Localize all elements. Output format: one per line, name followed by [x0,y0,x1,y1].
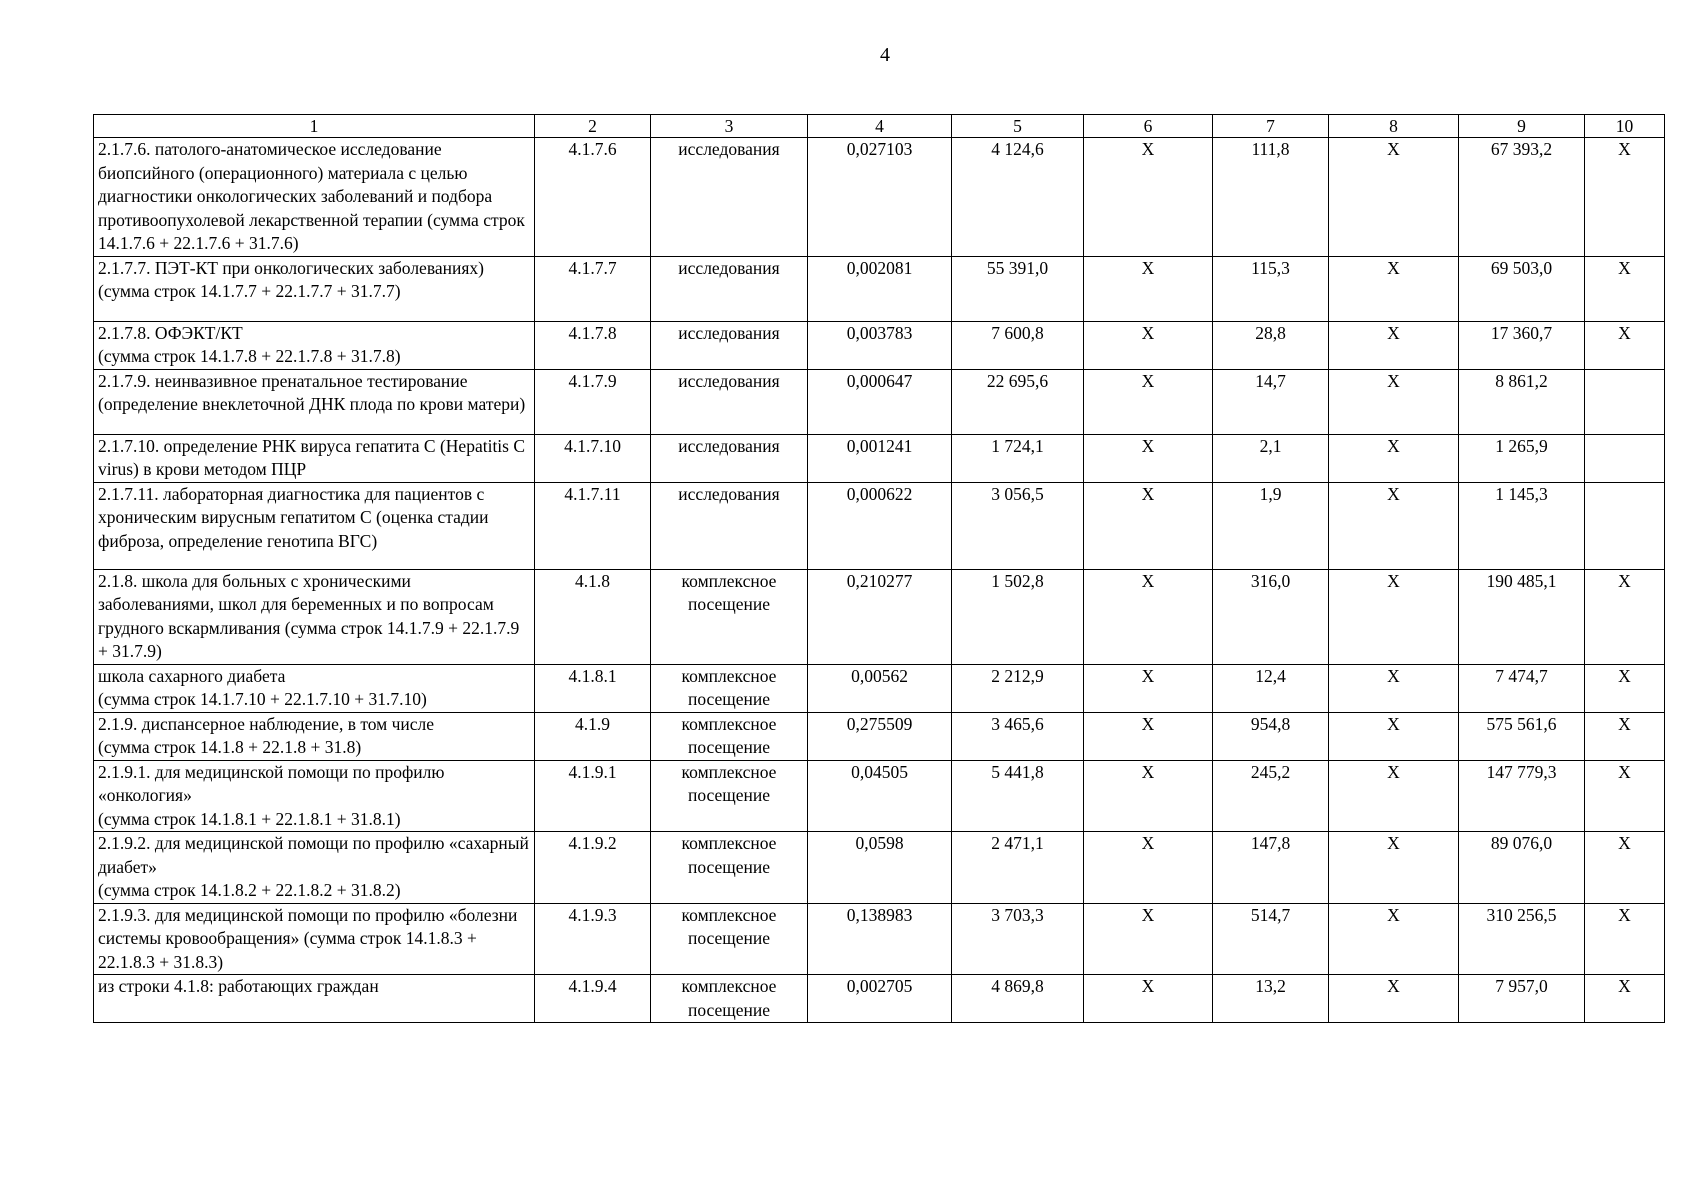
header-row [94,115,1665,138]
table-row [94,434,1665,482]
table-row [94,256,1665,321]
row-unit: исследования [651,482,808,569]
row-col7: 28,8 [1213,321,1329,369]
row-unit: комплексное посещение [651,832,808,904]
data-table [93,114,1665,1023]
row-col9: 147 779,3 [1459,760,1585,832]
row-col6: X [1084,903,1213,975]
table-row [94,482,1665,569]
table-body [94,138,1665,1023]
row-col8: X [1329,321,1459,369]
row-col4: 0,002081 [808,256,952,321]
row-col4: 0,000647 [808,369,952,434]
row-col8: X [1329,138,1459,257]
row-code: 4.1.7.7 [535,256,651,321]
row-name: 2.1.9.3. для медицинской помощи по профилю «болезни системы кровообращения» (сумма строк 14.1.8.3 + 22.1.8.3 + 31.8.3) [94,903,535,975]
row-unit: исследования [651,321,808,369]
row-col9: 67 393,2 [1459,138,1585,257]
row-col9: 1 145,3 [1459,482,1585,569]
row-unit: комплексное посещение [651,712,808,760]
row-col6: X [1084,256,1213,321]
row-col5: 22 695,6 [952,369,1084,434]
row-unit: исследования [651,434,808,482]
row-name: 2.1.7.11. лабораторная диагностика для пациентов с хроническим вирусным гепатитом С (оценка стадии фиброза, определение генотипа ВГС) [94,482,535,569]
row-col10 [1585,482,1665,569]
table-row [94,832,1665,904]
row-code: 4.1.8 [535,569,651,664]
row-code: 4.1.8.1 [535,664,651,712]
row-unit: комплексное посещение [651,975,808,1023]
row-col7: 147,8 [1213,832,1329,904]
table-row [94,903,1665,975]
row-col5: 55 391,0 [952,256,1084,321]
row-name: 2.1.7.8. ОФЭКТ/КТ (сумма строк 14.1.7.8 + 22.1.7.8 + 31.7.8) [94,321,535,369]
row-col10: X [1585,975,1665,1023]
table-header [94,115,1665,138]
row-code: 4.1.9.3 [535,903,651,975]
row-col10: X [1585,760,1665,832]
row-col5: 3 056,5 [952,482,1084,569]
table-row [94,712,1665,760]
row-code: 4.1.7.9 [535,369,651,434]
row-code: 4.1.7.8 [535,321,651,369]
row-name: 2.1.7.7. ПЭТ-КТ при онкологических заболеваниях) (сумма строк 14.1.7.7 + 22.1.7.7 + 31.7.7) [94,256,535,321]
row-col10: X [1585,256,1665,321]
column-header-9: 9 [1459,115,1585,138]
row-name: 2.1.7.6. патолого-анатомическое исследование биопсийного (операционного) материала с целью диагностики онкологических заболеваний и подбора противоопухолевой лекарственной терапии (сумма строк 14.1.7.6 + 22.1.7.6 + 31.7.6) [94,138,535,257]
row-col9: 89 076,0 [1459,832,1585,904]
row-col8: X [1329,256,1459,321]
row-col6: X [1084,760,1213,832]
row-col8: X [1329,482,1459,569]
row-name: 2.1.8. школа для больных с хроническими заболеваниями, школ для беременных и по вопросам грудного вскармливания (сумма строк 14.1.7.9 + 22.1.7.9 + 31.7.9) [94,569,535,664]
column-header-8: 8 [1329,115,1459,138]
row-unit: исследования [651,138,808,257]
row-col4: 0,001241 [808,434,952,482]
row-col5: 2 471,1 [952,832,1084,904]
row-col6: X [1084,369,1213,434]
row-col8: X [1329,975,1459,1023]
row-col7: 954,8 [1213,712,1329,760]
row-code: 4.1.7.11 [535,482,651,569]
row-col5: 4 124,6 [952,138,1084,257]
row-col9: 7 474,7 [1459,664,1585,712]
row-col9: 8 861,2 [1459,369,1585,434]
row-col5: 5 441,8 [952,760,1084,832]
column-header-5: 5 [952,115,1084,138]
row-name: 2.1.9.2. для медицинской помощи по профилю «сахарный диабет» (сумма строк 14.1.8.2 + 22.1.8.2 + 31.8.2) [94,832,535,904]
table-row [94,975,1665,1023]
row-col6: X [1084,975,1213,1023]
column-header-10: 10 [1585,115,1665,138]
row-col10: X [1585,569,1665,664]
row-col4: 0,027103 [808,138,952,257]
row-col6: X [1084,832,1213,904]
table-row [94,569,1665,664]
row-col9: 190 485,1 [1459,569,1585,664]
row-col4: 0,0598 [808,832,952,904]
row-name: из строки 4.1.8: работающих граждан [94,975,535,1023]
row-name: 2.1.9.1. для медицинской помощи по профилю «онкология» (сумма строк 14.1.8.1 + 22.1.8.1 + 31.8.1) [94,760,535,832]
row-col5: 4 869,8 [952,975,1084,1023]
row-col10: X [1585,832,1665,904]
page-number: 4 [880,44,890,66]
row-col10: X [1585,903,1665,975]
table-row [94,664,1665,712]
row-col7: 245,2 [1213,760,1329,832]
row-unit: комплексное посещение [651,903,808,975]
column-header-6: 6 [1084,115,1213,138]
row-col7: 514,7 [1213,903,1329,975]
table-row [94,321,1665,369]
row-col7: 115,3 [1213,256,1329,321]
row-code: 4.1.7.6 [535,138,651,257]
column-header-3: 3 [651,115,808,138]
row-col4: 0,000622 [808,482,952,569]
row-col4: 0,138983 [808,903,952,975]
row-col5: 3 465,6 [952,712,1084,760]
row-col8: X [1329,664,1459,712]
row-col8: X [1329,369,1459,434]
row-col4: 0,210277 [808,569,952,664]
column-header-4: 4 [808,115,952,138]
row-col9: 17 360,7 [1459,321,1585,369]
row-code: 4.1.9 [535,712,651,760]
row-unit: исследования [651,369,808,434]
row-unit: исследования [651,256,808,321]
row-col6: X [1084,321,1213,369]
row-code: 4.1.9.1 [535,760,651,832]
row-col8: X [1329,903,1459,975]
row-col9: 310 256,5 [1459,903,1585,975]
row-col10: X [1585,712,1665,760]
row-name: 2.1.7.9. неинвазивное пренатальное тестирование (определение внеклеточной ДНК плода по крови матери) [94,369,535,434]
row-col6: X [1084,482,1213,569]
row-name: 2.1.7.10. определение РНК вируса гепатита С (Hepatitis C virus) в крови методом ПЦР [94,434,535,482]
row-col9: 69 503,0 [1459,256,1585,321]
row-name: 2.1.9. диспансерное наблюдение, в том числе (сумма строк 14.1.8 + 22.1.8 + 31.8) [94,712,535,760]
row-unit: комплексное посещение [651,760,808,832]
row-unit: комплексное посещение [651,664,808,712]
row-col9: 575 561,6 [1459,712,1585,760]
row-col7: 111,8 [1213,138,1329,257]
row-col7: 13,2 [1213,975,1329,1023]
row-col8: X [1329,712,1459,760]
column-header-7: 7 [1213,115,1329,138]
row-name: школа сахарного диабета (сумма строк 14.1.7.10 + 22.1.7.10 + 31.7.10) [94,664,535,712]
row-code: 4.1.9.2 [535,832,651,904]
row-col10: X [1585,321,1665,369]
table-row [94,369,1665,434]
row-col5: 1 502,8 [952,569,1084,664]
row-col7: 14,7 [1213,369,1329,434]
table-row [94,760,1665,832]
table-row [94,138,1665,257]
row-col8: X [1329,434,1459,482]
row-code: 4.1.7.10 [535,434,651,482]
row-col4: 0,002705 [808,975,952,1023]
row-col5: 3 703,3 [952,903,1084,975]
row-col5: 2 212,9 [952,664,1084,712]
row-col9: 1 265,9 [1459,434,1585,482]
row-col8: X [1329,569,1459,664]
row-unit: комплексное посещение [651,569,808,664]
row-col10 [1585,369,1665,434]
row-col6: X [1084,138,1213,257]
row-col6: X [1084,434,1213,482]
row-col5: 7 600,8 [952,321,1084,369]
column-header-1: 1 [94,115,535,138]
column-header-2: 2 [535,115,651,138]
row-col7: 12,4 [1213,664,1329,712]
row-col6: X [1084,664,1213,712]
row-col6: X [1084,569,1213,664]
row-code: 4.1.9.4 [535,975,651,1023]
row-col7: 1,9 [1213,482,1329,569]
row-col10 [1585,434,1665,482]
row-col10: X [1585,138,1665,257]
row-col10: X [1585,664,1665,712]
row-col6: X [1084,712,1213,760]
row-col8: X [1329,832,1459,904]
row-col5: 1 724,1 [952,434,1084,482]
row-col4: 0,04505 [808,760,952,832]
row-col7: 2,1 [1213,434,1329,482]
row-col4: 0,003783 [808,321,952,369]
row-col4: 0,275509 [808,712,952,760]
row-col4: 0,00562 [808,664,952,712]
row-col7: 316,0 [1213,569,1329,664]
row-col8: X [1329,760,1459,832]
row-col9: 7 957,0 [1459,975,1585,1023]
